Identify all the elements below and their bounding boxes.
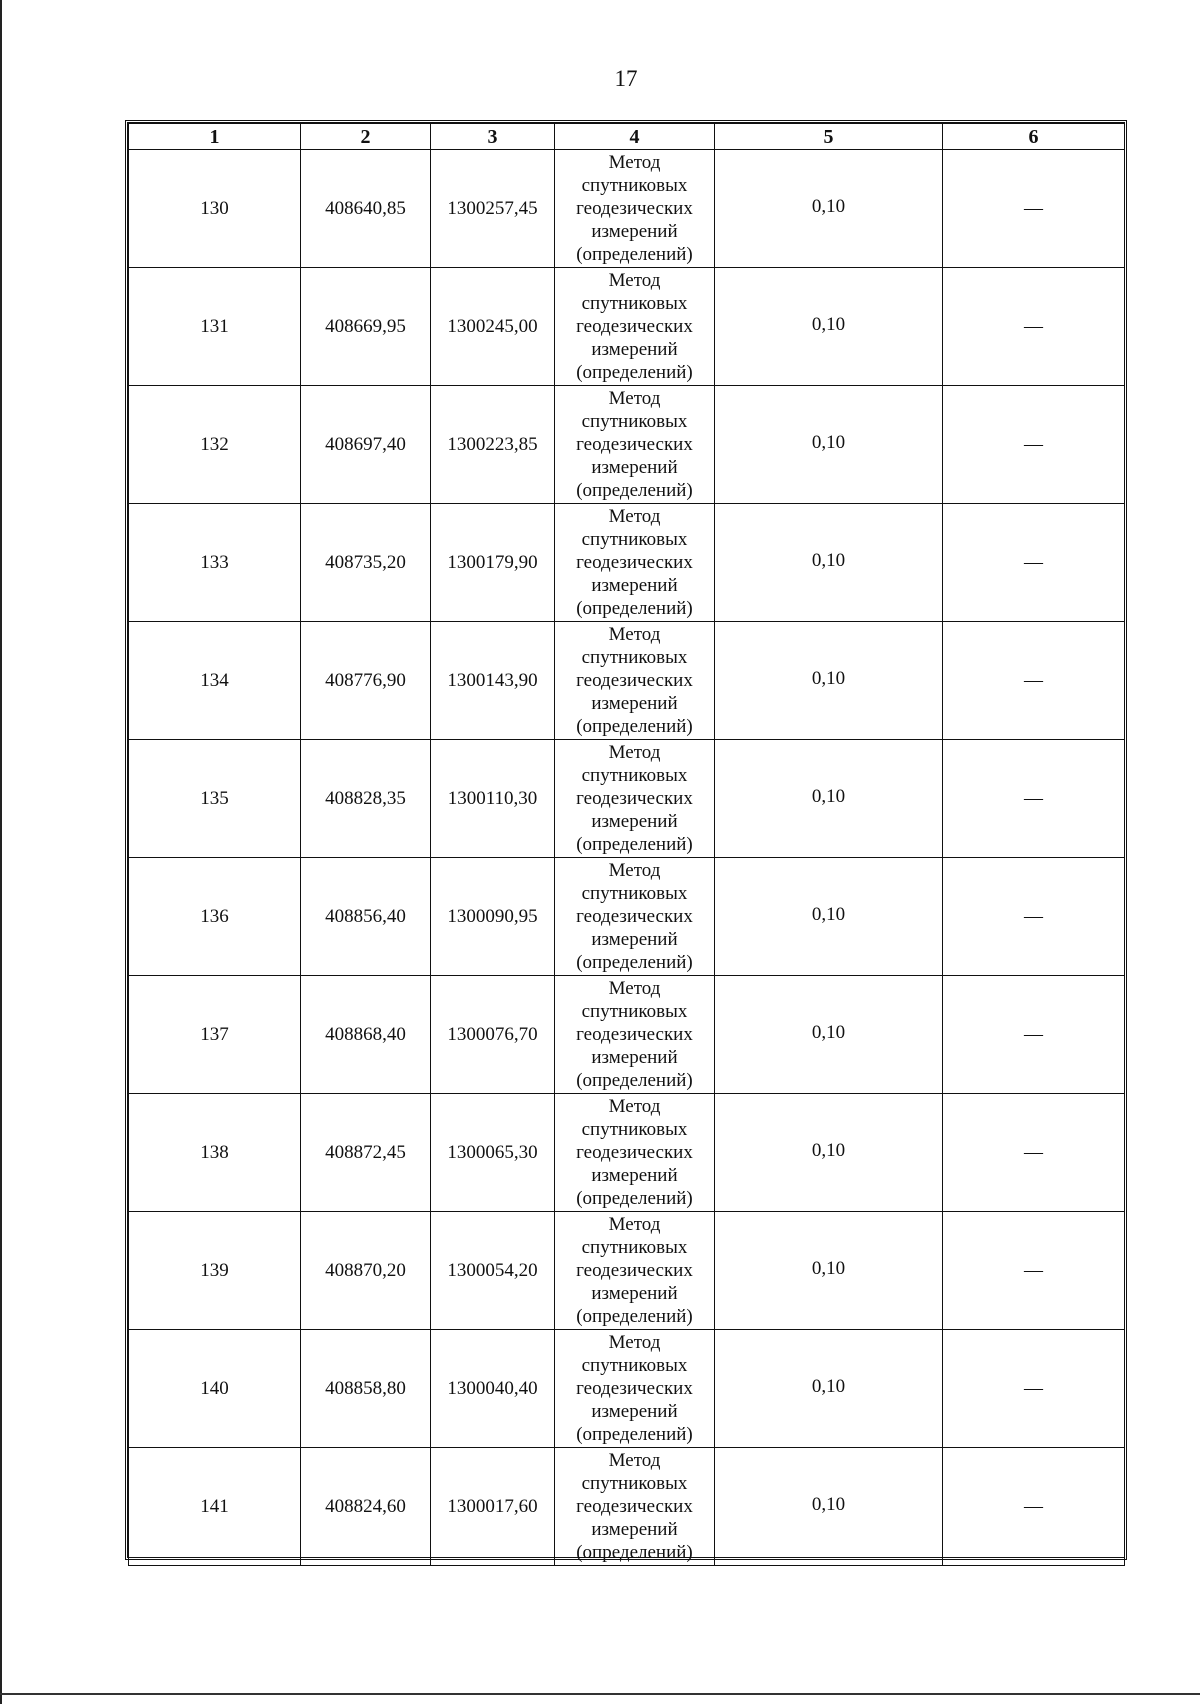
x-coordinate-value: 408870,20 — [325, 1260, 406, 1281]
method-text: Метод спутниковых геодезических измерений (определений) — [576, 270, 693, 383]
y-coordinate-cell — [431, 976, 555, 1094]
point-number-value: 135 — [200, 788, 229, 809]
method-text: Метод спутниковых геодезических измерений (определений) — [576, 1214, 693, 1327]
point-number-cell — [129, 1448, 301, 1566]
note-dash: — — [1024, 552, 1043, 573]
x-coordinate-value: 408824,60 — [325, 1496, 406, 1517]
point-number-value: 136 — [200, 906, 229, 927]
point-number-cell — [129, 858, 301, 976]
x-coordinate-cell — [301, 976, 431, 1094]
note-dash: — — [1024, 1378, 1043, 1399]
y-coordinate-value: 1300257,45 — [447, 198, 538, 219]
point-number-value: 139 — [200, 1260, 229, 1281]
point-number-value: 140 — [200, 1378, 229, 1399]
y-coordinate-cell — [431, 386, 555, 504]
method-text: Метод спутниковых геодезических измерений (определений) — [576, 624, 693, 737]
x-coordinate-value: 408856,40 — [325, 906, 406, 927]
y-coordinate-cell — [431, 1094, 555, 1212]
precision-cell — [715, 622, 943, 740]
y-coordinate-value: 1300065,30 — [447, 1142, 538, 1163]
precision-value: 0,10 — [811, 1140, 846, 1161]
method-cell — [555, 858, 715, 976]
note-cell — [943, 504, 1125, 622]
table-row — [129, 1448, 1125, 1566]
method-cell — [555, 1212, 715, 1330]
x-coordinate-value: 408858,80 — [325, 1378, 406, 1399]
y-coordinate-cell — [431, 150, 555, 268]
x-coordinate-value: 408868,40 — [325, 1024, 406, 1045]
note-dash: — — [1024, 1024, 1043, 1045]
x-coordinate-cell — [301, 504, 431, 622]
point-number-cell — [129, 1212, 301, 1330]
table-row — [129, 858, 1125, 976]
x-coordinate-cell — [301, 1212, 431, 1330]
x-coordinate-cell — [301, 268, 431, 386]
y-coordinate-cell — [431, 1448, 555, 1566]
precision-value: 0,10 — [811, 1494, 846, 1515]
note-cell — [943, 1094, 1125, 1212]
point-number-value: 133 — [200, 552, 229, 573]
header-cell: 5 — [715, 124, 943, 150]
point-number-value: 134 — [200, 670, 229, 691]
x-coordinate-cell — [301, 858, 431, 976]
header-cell: 3 — [431, 124, 555, 150]
precision-cell — [715, 858, 943, 976]
point-number-cell — [129, 150, 301, 268]
method-text: Метод спутниковых геодезических измерений (определений) — [576, 742, 693, 855]
table-header-row — [129, 124, 1125, 150]
precision-value: 0,10 — [811, 196, 846, 217]
note-dash: — — [1024, 670, 1043, 691]
point-number-value: 130 — [200, 198, 229, 219]
method-cell — [555, 1094, 715, 1212]
note-cell — [943, 150, 1125, 268]
precision-cell — [715, 976, 943, 1094]
method-cell — [555, 740, 715, 858]
header-cell: 2 — [301, 124, 431, 150]
note-cell — [943, 386, 1125, 504]
table-row — [129, 1094, 1125, 1212]
x-coordinate-value: 408640,85 — [325, 198, 406, 219]
note-cell — [943, 622, 1125, 740]
page-edge-bottom — [0, 1693, 1200, 1695]
table-row — [129, 1330, 1125, 1448]
header-cell: 1 — [129, 124, 301, 150]
method-cell — [555, 1448, 715, 1566]
precision-cell — [715, 268, 943, 386]
method-cell — [555, 386, 715, 504]
x-coordinate-cell — [301, 1094, 431, 1212]
table-row — [129, 150, 1125, 268]
x-coordinate-value: 408872,45 — [325, 1142, 406, 1163]
precision-value: 0,10 — [811, 668, 846, 689]
point-number-cell — [129, 740, 301, 858]
y-coordinate-value: 1300017,60 — [447, 1496, 538, 1517]
page-number: 17 — [614, 66, 638, 91]
precision-cell — [715, 386, 943, 504]
x-coordinate-value: 408735,20 — [325, 552, 406, 573]
note-cell — [943, 976, 1125, 1094]
header-cell: 6 — [943, 124, 1125, 150]
method-text: Метод спутниковых геодезических измерений (определений) — [576, 388, 693, 501]
precision-value: 0,10 — [811, 550, 846, 571]
method-cell — [555, 622, 715, 740]
note-cell — [943, 1212, 1125, 1330]
y-coordinate-value: 1300090,95 — [447, 906, 538, 927]
precision-cell — [715, 1094, 943, 1212]
x-coordinate-value: 408776,90 — [325, 670, 406, 691]
point-number-cell — [129, 976, 301, 1094]
method-cell — [555, 504, 715, 622]
table-row — [129, 268, 1125, 386]
x-coordinate-cell — [301, 386, 431, 504]
point-number-value: 138 — [200, 1142, 229, 1163]
y-coordinate-cell — [431, 858, 555, 976]
point-number-cell — [129, 622, 301, 740]
precision-cell — [715, 1212, 943, 1330]
method-text: Метод спутниковых геодезических измерений (определений) — [576, 978, 693, 1091]
x-coordinate-cell — [301, 1330, 431, 1448]
method-cell — [555, 150, 715, 268]
note-dash: — — [1024, 198, 1043, 219]
y-coordinate-value: 1300076,70 — [447, 1024, 538, 1045]
note-cell — [943, 740, 1125, 858]
y-coordinate-cell — [431, 1212, 555, 1330]
point-number-value: 141 — [200, 1496, 229, 1517]
coordinates-table-frame — [125, 120, 1127, 1563]
table-row — [129, 386, 1125, 504]
y-coordinate-value: 1300040,40 — [447, 1378, 538, 1399]
table-row — [129, 976, 1125, 1094]
note-cell — [943, 1448, 1125, 1566]
method-text: Метод спутниковых геодезических измерений (определений) — [576, 860, 693, 973]
y-coordinate-cell — [431, 740, 555, 858]
note-cell — [943, 268, 1125, 386]
precision-value: 0,10 — [811, 1376, 846, 1397]
table-row — [129, 740, 1125, 858]
note-cell — [943, 1330, 1125, 1448]
y-coordinate-value: 1300143,90 — [447, 670, 538, 691]
note-dash: — — [1024, 434, 1043, 455]
table-body — [129, 150, 1125, 1566]
page-edge-left — [0, 0, 2, 1704]
point-number-cell — [129, 504, 301, 622]
note-dash: — — [1024, 906, 1043, 927]
y-coordinate-value: 1300054,20 — [447, 1260, 538, 1281]
precision-cell — [715, 504, 943, 622]
precision-value: 0,10 — [811, 1022, 846, 1043]
x-coordinate-value: 408697,40 — [325, 434, 406, 455]
precision-value: 0,10 — [811, 314, 846, 335]
precision-value: 0,10 — [811, 1258, 846, 1279]
x-coordinate-value: 408828,35 — [325, 788, 406, 809]
x-coordinate-cell — [301, 622, 431, 740]
y-coordinate-cell — [431, 268, 555, 386]
table-row — [129, 504, 1125, 622]
header-cell: 4 — [555, 124, 715, 150]
y-coordinate-value: 1300179,90 — [447, 552, 538, 573]
x-coordinate-cell — [301, 150, 431, 268]
precision-value: 0,10 — [811, 786, 846, 807]
method-cell — [555, 268, 715, 386]
y-coordinate-value: 1300223,85 — [447, 434, 538, 455]
point-number-cell — [129, 1330, 301, 1448]
precision-value: 0,10 — [811, 904, 846, 925]
y-coordinate-value: 1300110,30 — [447, 788, 538, 809]
method-text: Метод спутниковых геодезических измерений (определений) — [576, 1096, 693, 1209]
y-coordinate-cell — [431, 504, 555, 622]
x-coordinate-value: 408669,95 — [325, 316, 406, 337]
precision-cell — [715, 740, 943, 858]
note-dash: — — [1024, 788, 1043, 809]
point-number-value: 132 — [200, 434, 229, 455]
method-text: Метод спутниковых геодезических измерений (определений) — [576, 506, 693, 619]
method-cell — [555, 976, 715, 1094]
table-row — [129, 1212, 1125, 1330]
method-text: Метод спутниковых геодезических измерений (определений) — [576, 1450, 693, 1563]
note-dash: — — [1024, 1496, 1043, 1517]
point-number-value: 137 — [200, 1024, 229, 1045]
point-number-cell — [129, 1094, 301, 1212]
note-dash: — — [1024, 1260, 1043, 1281]
point-number-value: 131 — [200, 316, 229, 337]
y-coordinate-cell — [431, 622, 555, 740]
x-coordinate-cell — [301, 740, 431, 858]
method-text: Метод спутниковых геодезических измерений (определений) — [576, 1332, 693, 1445]
coordinates-table — [128, 123, 1125, 1566]
note-dash: — — [1024, 1142, 1043, 1163]
x-coordinate-cell — [301, 1448, 431, 1566]
precision-cell — [715, 150, 943, 268]
note-cell — [943, 858, 1125, 976]
point-number-cell — [129, 386, 301, 504]
precision-cell — [715, 1330, 943, 1448]
precision-cell — [715, 1448, 943, 1566]
table-row — [129, 622, 1125, 740]
precision-value: 0,10 — [811, 432, 846, 453]
method-cell — [555, 1330, 715, 1448]
y-coordinate-cell — [431, 1330, 555, 1448]
y-coordinate-value: 1300245,00 — [447, 316, 538, 337]
note-dash: — — [1024, 316, 1043, 337]
method-text: Метод спутниковых геодезических измерений (определений) — [576, 152, 693, 265]
point-number-cell — [129, 268, 301, 386]
